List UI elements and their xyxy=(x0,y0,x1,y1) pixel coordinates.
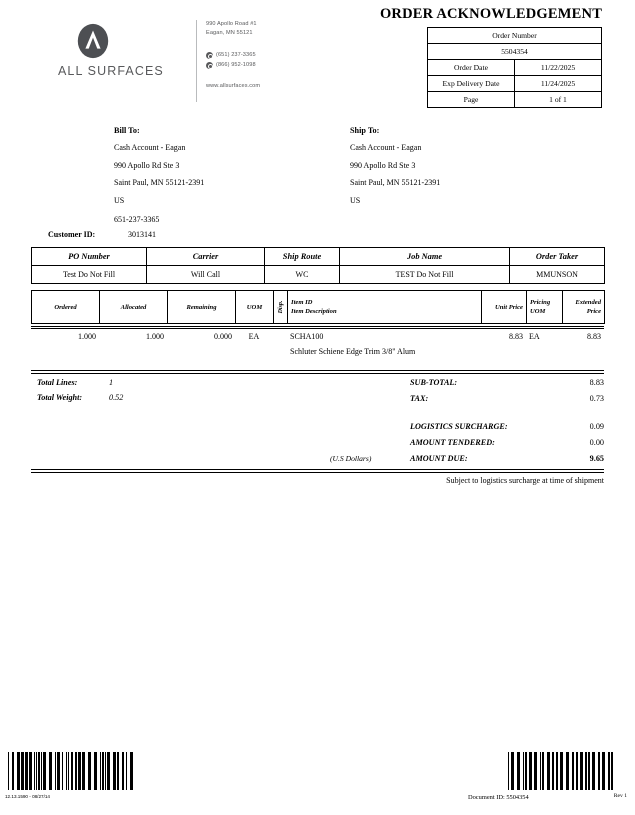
company-address-line2: Eagan, MN 55121 xyxy=(206,29,253,36)
uom-header: UOM xyxy=(236,291,274,324)
totals-top-rule xyxy=(31,370,604,374)
extended-price-header-line1: Extended xyxy=(575,298,601,306)
ship-to-name: Cash Account - Eagan xyxy=(350,143,422,152)
carrier-value: Will Call xyxy=(147,266,265,284)
amount-due-label: AMOUNT DUE: xyxy=(410,454,468,463)
item-allocated: 1.000 xyxy=(146,332,164,342)
order-taker-value: MMUNSON xyxy=(510,266,605,284)
all-surfaces-emblem-icon xyxy=(74,22,112,60)
ordered-header: Ordered xyxy=(32,291,100,324)
subtotal-row xyxy=(330,378,604,394)
barcode-bars xyxy=(508,752,618,790)
order-summary-table xyxy=(427,27,602,108)
currency-note: (U.S Dollars) xyxy=(330,454,372,463)
ship-to-country: US xyxy=(350,195,361,205)
logistics-surcharge-label: LOGISTICS SURCHARGE: xyxy=(410,422,508,431)
table-row xyxy=(31,331,604,357)
totals-right-block xyxy=(330,378,604,470)
pricing-uom-header-line1: Pricing xyxy=(530,298,551,306)
company-phone-2-row xyxy=(206,61,356,70)
bill-to-city-state-zip: Saint Paul, MN 55121-2391 xyxy=(114,178,205,187)
table-header-row xyxy=(32,291,605,324)
company-address xyxy=(206,20,356,37)
tax-label: TAX: xyxy=(410,394,429,403)
po-number-value: Test Do Not Fill xyxy=(32,266,147,284)
po-number-header: PO Number xyxy=(32,248,147,266)
company-website: www.allsurfaces.com xyxy=(206,83,261,90)
item-id-description-header xyxy=(288,291,482,324)
table-row xyxy=(428,28,602,44)
bill-ship-section xyxy=(0,126,635,242)
extended-price-header-line2: Price xyxy=(586,308,601,315)
order-taker-header: Order Taker xyxy=(510,248,605,266)
company-logo xyxy=(58,14,188,78)
remaining-header: Remaining xyxy=(168,291,236,324)
item-remaining: 0.000 xyxy=(214,332,232,342)
page-title: ORDER ACKNOWLEDGEMENT xyxy=(379,6,603,22)
job-name-value: TEST Do Not Fill xyxy=(340,266,510,284)
order-date-value: 11/22/2025 xyxy=(515,60,602,76)
document-id: Document ID: 5504354 xyxy=(468,794,529,801)
total-lines-row xyxy=(37,378,123,387)
item-extended-price: 8.83 xyxy=(587,332,601,342)
item-disposition xyxy=(273,331,287,357)
total-weight-value: 0.52 xyxy=(109,393,124,402)
item-description: Schluter Schiene Edge Trim 3/8" Alum xyxy=(290,347,416,357)
ship-to-block xyxy=(350,126,580,213)
line-items-header-table xyxy=(31,290,605,324)
order-number-label: Order Number xyxy=(428,28,602,44)
disposition-header-label: Disp. xyxy=(277,300,284,314)
job-name-header: Job Name xyxy=(340,248,510,266)
bill-to-name: Cash Account - Eagan xyxy=(114,143,186,152)
line-items-section xyxy=(31,290,604,357)
barcode-bars xyxy=(8,752,138,790)
totals-bottom-rule xyxy=(31,469,604,473)
bill-to-street: 990 Apollo Rd Ste 3 xyxy=(114,160,180,170)
disposition-header xyxy=(274,291,288,324)
amount-due-value: 9.65 xyxy=(589,454,604,463)
bill-to-heading: Bill To: xyxy=(114,126,140,135)
item-description-header: Item Description xyxy=(291,308,337,315)
tax-value: 0.73 xyxy=(589,394,604,403)
line-items-header-rule xyxy=(31,326,604,330)
item-ordered: 1.000 xyxy=(78,332,96,342)
item-id: SCHA100 xyxy=(290,332,324,342)
company-contact-block xyxy=(206,20,356,91)
customer-id-value: 3013141 xyxy=(128,230,156,239)
total-lines-label: Total Lines: xyxy=(37,378,78,387)
bill-to-block xyxy=(114,126,334,213)
item-id-description-cell xyxy=(287,331,481,357)
exp-delivery-date-value: 11/24/2025 xyxy=(515,76,602,92)
ship-route-value: WC xyxy=(265,266,340,284)
table-row xyxy=(428,76,602,92)
carrier-header: Carrier xyxy=(147,248,265,266)
item-unit-price: 8.83 xyxy=(509,332,523,342)
company-address-line1: 990 Apollo Road #1 xyxy=(206,21,257,27)
phone-icon xyxy=(206,52,213,59)
version-stamp: 12.13.1590 - 08/27/14 xyxy=(5,794,50,799)
amount-tendered-value: 0.00 xyxy=(589,438,604,447)
unit-price-header: Unit Price xyxy=(482,291,527,324)
company-phone-2: (866) 952-1098 xyxy=(216,61,256,68)
table-row xyxy=(428,92,602,108)
extended-price-header xyxy=(563,291,605,324)
table-row xyxy=(428,60,602,76)
amount-tendered-row xyxy=(330,438,604,454)
ship-route-header: Ship Route xyxy=(265,248,340,266)
item-uom: EA xyxy=(248,332,260,342)
logistics-surcharge-value: 0.09 xyxy=(589,422,604,431)
subtotal-label: SUB-TOTAL: xyxy=(410,378,458,387)
company-phone-1-row xyxy=(206,51,356,60)
table-row xyxy=(32,266,605,284)
total-weight-row xyxy=(37,393,123,402)
bill-to-country: US xyxy=(114,195,125,205)
pricing-uom-header xyxy=(527,291,563,324)
fax-icon xyxy=(206,62,213,69)
totals-spacer xyxy=(330,410,604,422)
line-items-table xyxy=(31,331,604,357)
table-row xyxy=(428,44,602,60)
bill-to-phone: 651-237-3365 xyxy=(114,215,160,224)
page-value: 1 of 1 xyxy=(515,92,602,108)
pricing-uom-header-line2: UOM xyxy=(530,308,546,315)
order-date-label: Order Date xyxy=(428,60,515,76)
allocated-header: Allocated xyxy=(100,291,168,324)
total-lines-value: 1 xyxy=(109,378,114,387)
exp-delivery-date-label: Exp Delivery Date xyxy=(428,76,515,92)
item-id-header: Item ID xyxy=(291,298,313,306)
table-header-row xyxy=(32,248,605,266)
customer-id-label: Customer ID: xyxy=(48,230,96,239)
right-barcode xyxy=(508,752,618,790)
ship-to-heading: Ship To: xyxy=(350,126,380,135)
ship-to-street: 990 Apollo Rd Ste 3 xyxy=(350,160,416,170)
revision-label: Rev 1 xyxy=(613,793,627,799)
totals-left-block xyxy=(37,378,123,408)
company-phone-1: (651) 237-3365 xyxy=(216,52,256,59)
page-label: Page xyxy=(428,92,515,108)
order-details-table xyxy=(31,247,605,284)
ship-to-city-state-zip: Saint Paul, MN 55121-2391 xyxy=(350,178,441,187)
letterhead-divider xyxy=(196,20,197,102)
tax-row xyxy=(330,394,604,410)
subtotal-value: 8.83 xyxy=(589,378,604,387)
logistics-surcharge-note: Subject to logistics surcharge at time of shipment xyxy=(446,476,604,485)
letterhead xyxy=(58,14,358,106)
left-barcode xyxy=(8,752,138,790)
order-number-value: 5504354 xyxy=(428,44,602,60)
logistics-surcharge-row xyxy=(330,422,604,438)
item-pricing-uom: EA xyxy=(529,332,540,342)
amount-due-row xyxy=(330,454,604,470)
amount-tendered-label: AMOUNT TENDERED: xyxy=(410,438,495,447)
total-weight-label: Total Weight: xyxy=(37,393,83,402)
company-wordmark: ALL SURFACES xyxy=(58,64,164,78)
